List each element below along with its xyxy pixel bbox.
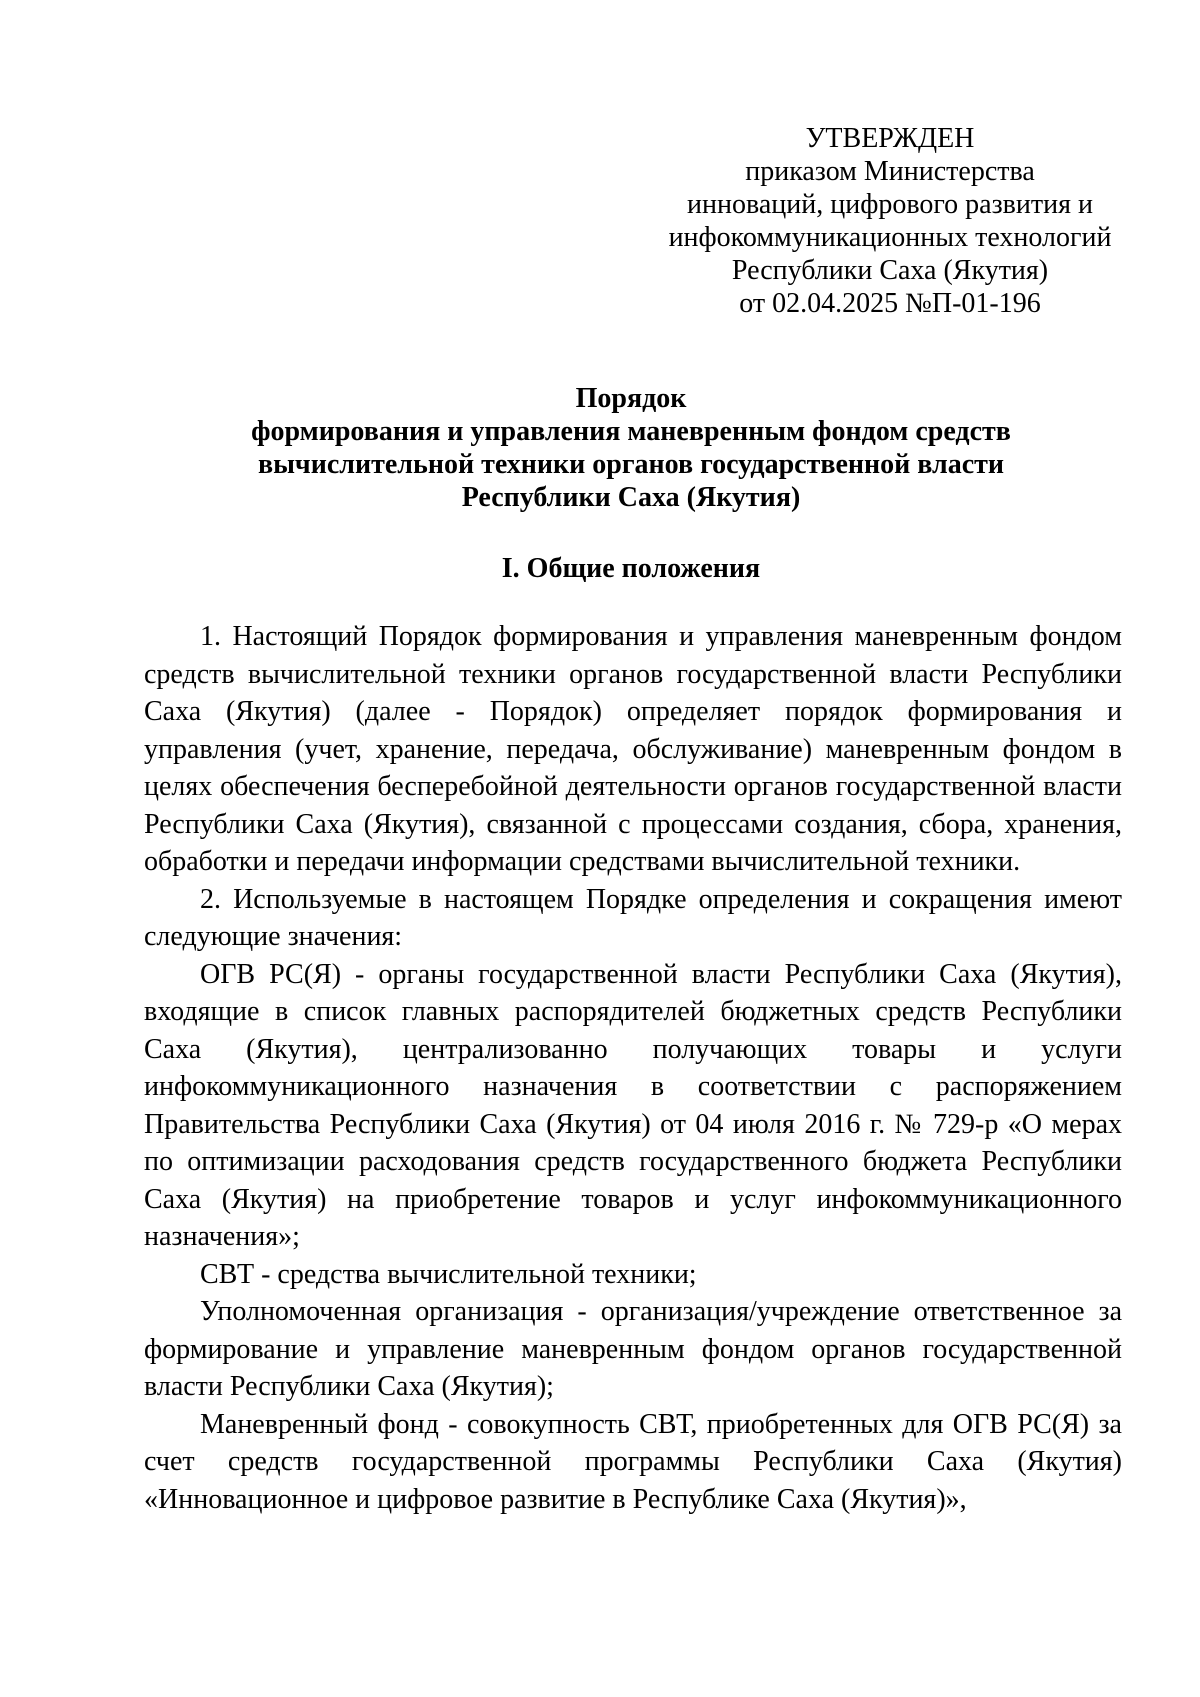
title-line: вычислительной техники органов государственной власти [257, 449, 1005, 480]
title-line: Порядок [575, 383, 687, 414]
approval-line: от 02.04.2025 №П-01-196 [739, 288, 1041, 319]
title-line: формирования и управления маневренным фондом средств [251, 416, 1011, 447]
approval-line: УТВЕРЖДЕН [805, 123, 975, 154]
section-heading: I. Общие положения [501, 553, 761, 584]
paragraph: 1. Настоящий Порядок формирования и управления маневренным фондом средств вычислительной техники органов государственной власти Республики Саха (Якутия) (далее - Порядок) определяет порядок формирования и управления (учет, хранение, передача, обслуживание) маневренным фондом в целях обеспечения бесперебойной деятельности органов государственной власти Республики Саха (Якутия), связанной с процессами создания, сбора, хранения, обработки и передачи информации средствами вычислительной техники. [144, 621, 1122, 877]
approval-line: приказом Министерства [745, 156, 1035, 187]
paragraph: ОГВ РС(Я) - органы государственной власти Республики Саха (Якутия), входящие в список главных распорядителей бюджетных средств Республики Саха (Якутия), централизованно получающих товары и услуги инфокоммуникационного назначения в соответствии с распоряжением Правительства Республики Саха (Якутия) от 04 июля 2016 г. № 729-р «О мерах по оптимизации расходования средств государственного бюджета Республики Саха (Якутия) на приобретение товаров и услуг инфокоммуникационного назначения»; [144, 958, 1122, 1252]
approval-line: инфокоммуникационных технологий [668, 222, 1112, 253]
document-title [140, 382, 1122, 514]
paragraph: Маневренный фонд - совокупность СВТ, приобретенных для ОГВ РС(Я) за счет средств государственной программы Республики Саха (Якутия) «Инновационное и цифровое развитие в Республике Саха (Якутия)», [144, 1408, 1122, 1515]
document-body [144, 618, 1122, 1518]
approval-block [650, 122, 1130, 320]
paragraph: 2. Используемые в настоящем Порядке определения и сокращения имеют следующие значения: [144, 883, 1122, 952]
paragraph: Уполномоченная организация - организация/учреждение ответственное за формирование и управление маневренным фондом органов государственной власти Республики Саха (Якутия); [144, 1296, 1122, 1402]
paragraph: СВТ - средства вычислительной техники; [200, 1258, 697, 1290]
approval-line: Республики Саха (Якутия) [731, 255, 1049, 286]
title-line: Республики Саха (Якутия) [461, 482, 801, 513]
approval-line: инноваций, цифрового развития и [687, 189, 1093, 220]
